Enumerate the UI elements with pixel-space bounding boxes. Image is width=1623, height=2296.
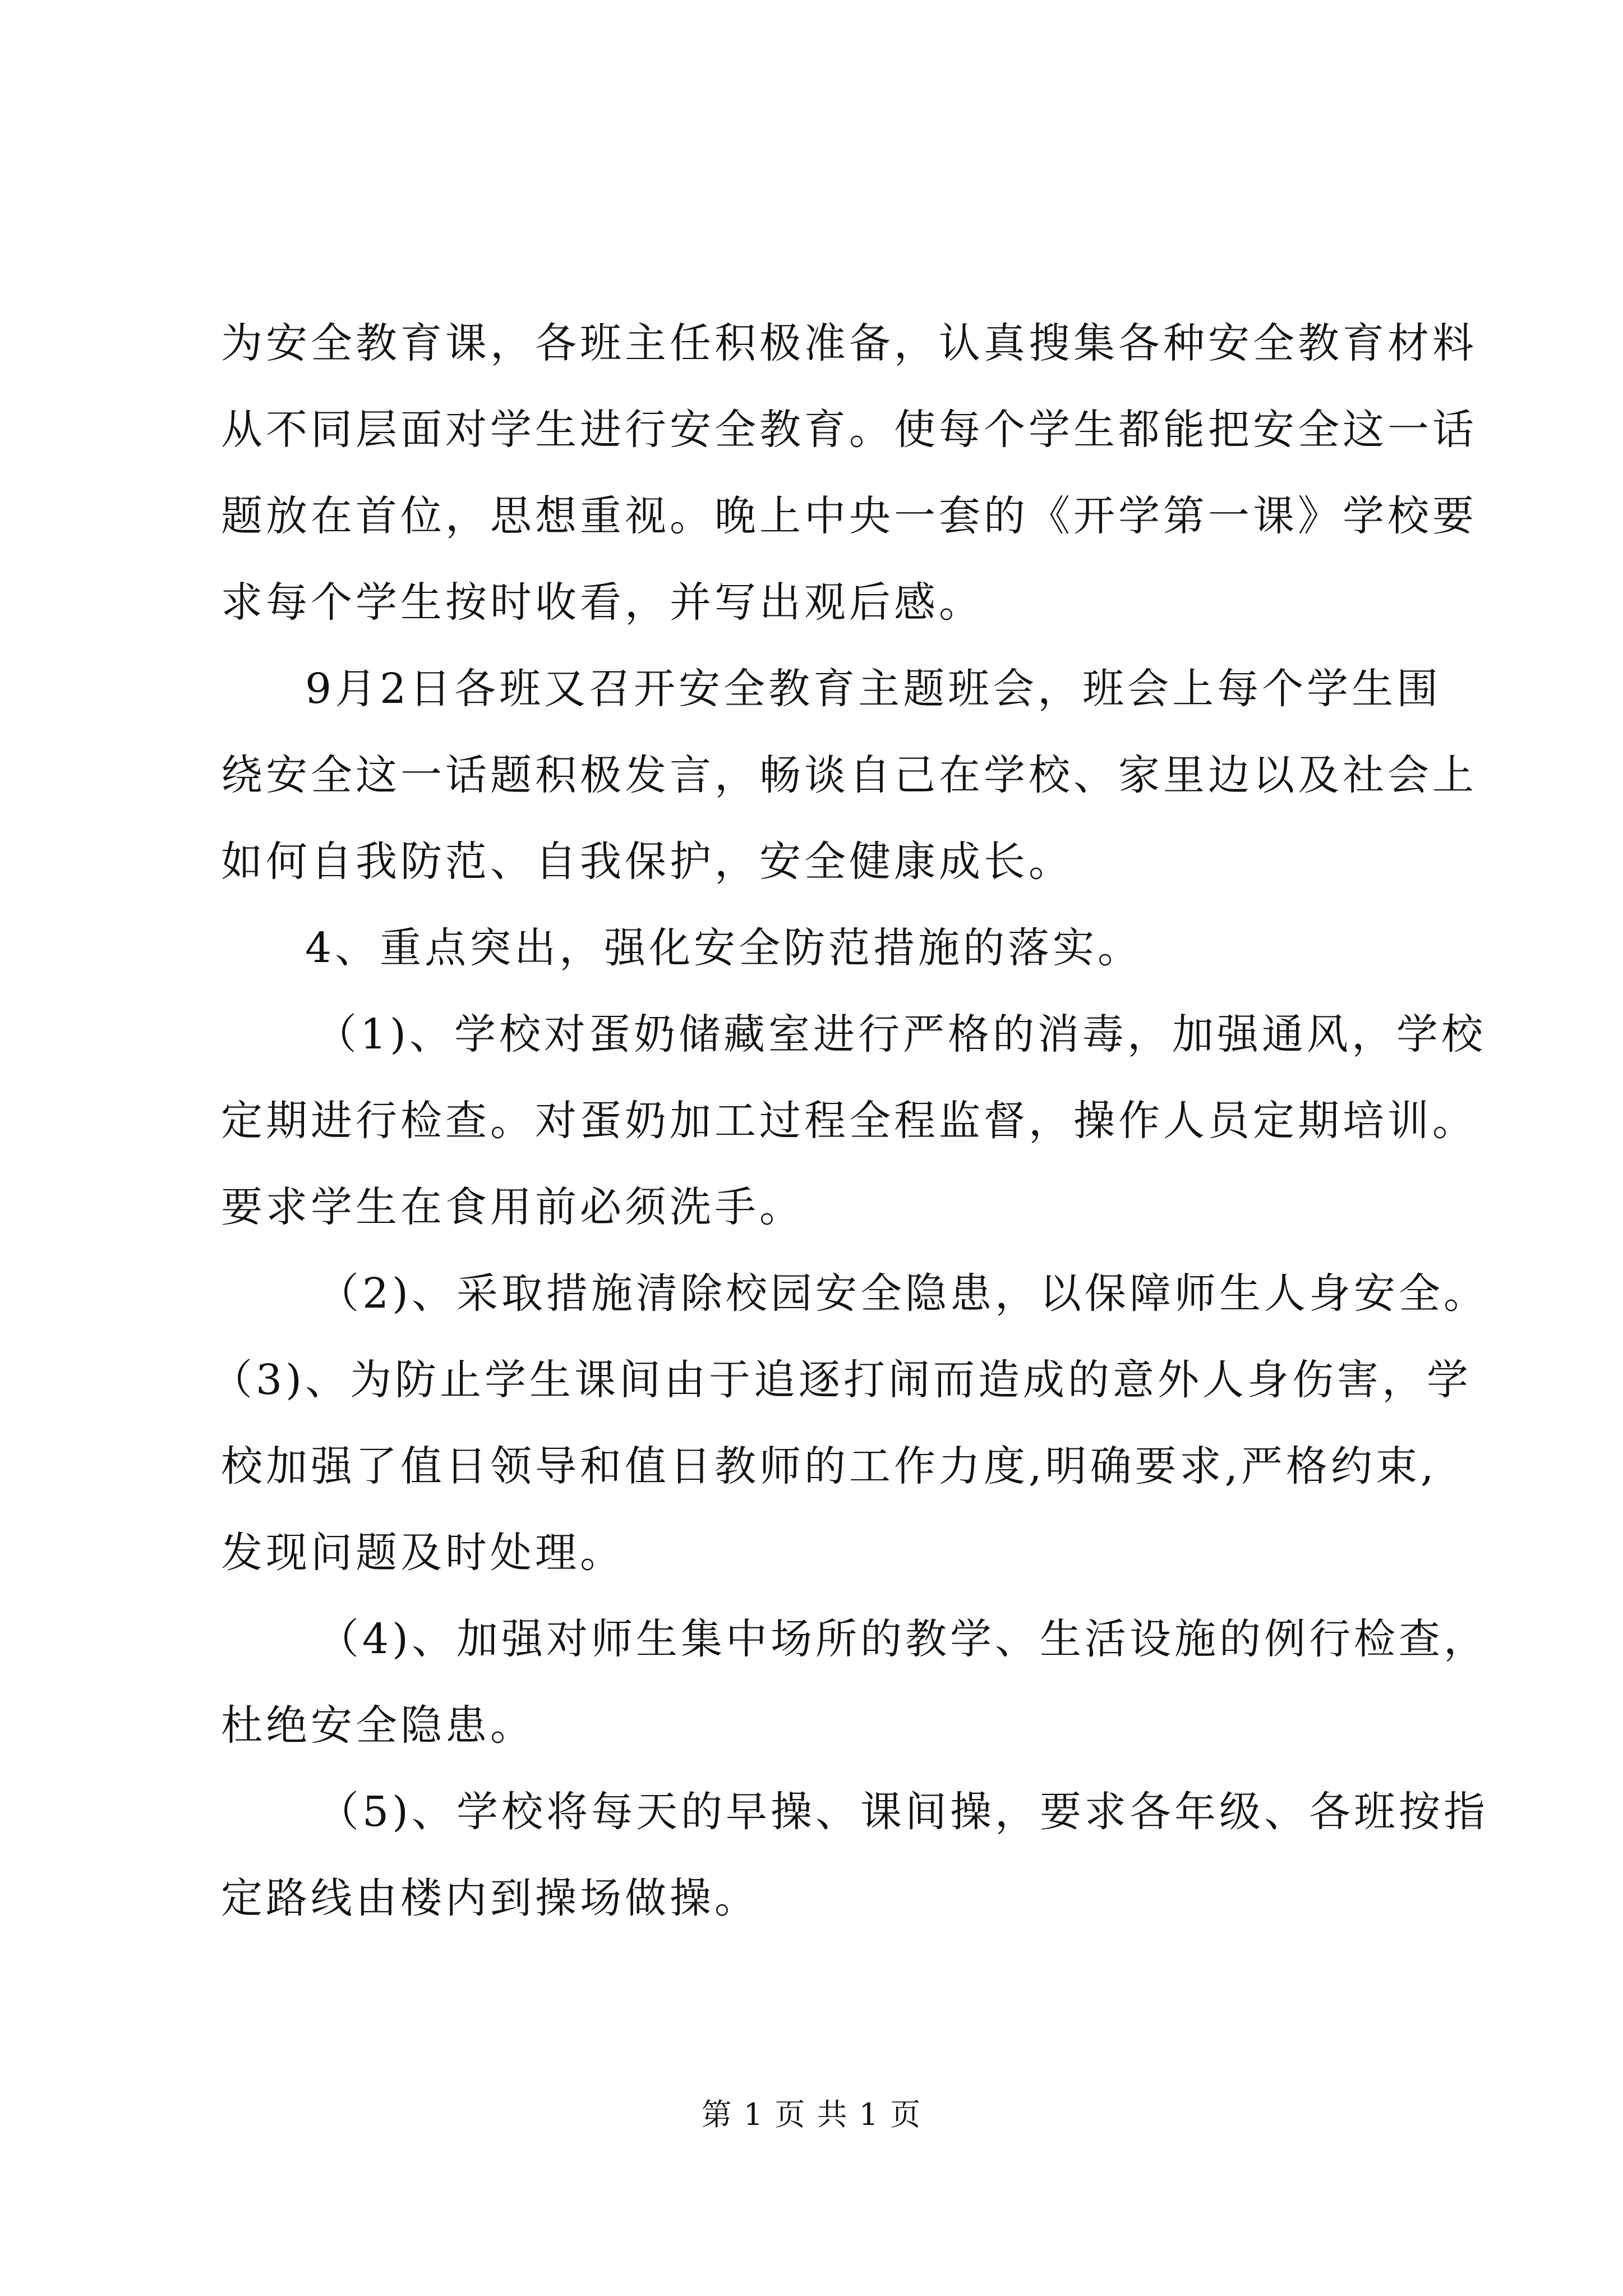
paragraph-start-line: 9月2日各班又召开安全教育主题班会，班会上每个学生围 <box>305 665 1442 713</box>
document-body <box>211 300 1488 1941</box>
list-item-line: （1)、学校对蛋奶储藏室进行严格的消毒，加强通风，学校 <box>315 1010 1486 1059</box>
text-line: 如何自我防范、自我保护，安全健康成长。 <box>221 838 1073 886</box>
text-line: 从不同层面对学生进行安全教育。使每个学生都能把安全这一话 <box>221 406 1477 454</box>
text-line: 定路线由楼内到操场做操。 <box>221 1874 759 1922</box>
section-heading-line: 4、重点突出，强化安全防范措施的落实。 <box>305 924 1143 972</box>
text-line: 为安全教育课，各班主任积极准备，认真搜集各种安全教育材料 <box>221 319 1477 367</box>
text-line: 校加强了值日领导和值日教师的工作力度,明确要求,严格约束, <box>221 1442 1437 1490</box>
text-line: 杜绝安全隐患。 <box>221 1701 535 1750</box>
text-line: 题放在首位，思想重视。晚上中央一套的《开学第一课》学校要 <box>221 492 1477 540</box>
text-line: 发现问题及时处理。 <box>221 1529 625 1577</box>
list-item-line: （3)、为防止学生课间由于追逐打闹而造成的意外人身伤害，学 <box>211 1356 1472 1404</box>
page-number-footer: 第 1 页 共 1 页 <box>701 2097 922 2132</box>
text-line: 要求学生在食用前必须洗手。 <box>221 1183 804 1231</box>
text-line: 求每个学生按时收看，并写出观后感。 <box>221 578 984 627</box>
list-item-line: （2)、采取措施清除校园安全隐患，以保障师生人身安全。 <box>317 1269 1488 1318</box>
list-item-line: （4)、加强对师生集中场所的教学、生活设施的例行检查， <box>317 1615 1488 1663</box>
text-line: 绕安全这一话题积极发言，畅谈自己在学校、家里边以及社会上 <box>221 751 1477 799</box>
text-line: 定期进行检查。对蛋奶加工过程全程监督，操作人员定期培训。 <box>221 1097 1477 1145</box>
list-item-line: （5)、学校将每天的早操、课间操，要求各年级、各班按指 <box>317 1788 1488 1836</box>
